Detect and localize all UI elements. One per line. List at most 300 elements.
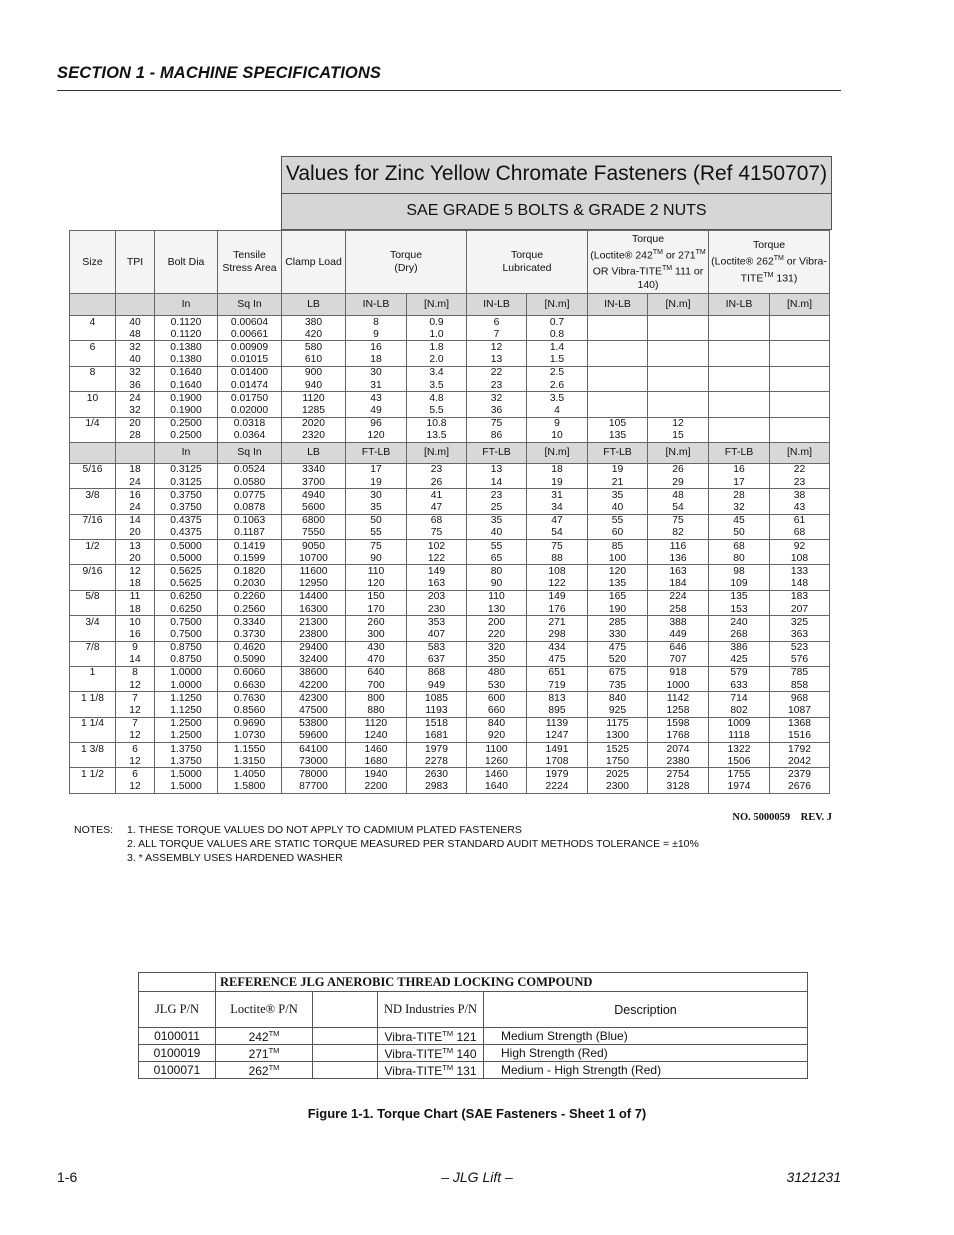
section-divider xyxy=(57,90,841,91)
unit-cell: LB xyxy=(282,294,346,316)
table-cell: 7550 xyxy=(282,527,346,540)
table-cell: 707 xyxy=(648,654,709,667)
table-cell: 23 xyxy=(770,476,830,489)
reference-row: 0100071 262™ Vibra-TITE™ 131 Medium - High Strength (Red) xyxy=(139,1062,808,1079)
table-cell: 30 xyxy=(346,489,407,502)
table-row xyxy=(70,590,830,603)
table-cell: 0.3340 xyxy=(218,616,282,629)
table-cell: 15 xyxy=(648,430,709,443)
table-cell: 1708 xyxy=(527,755,588,768)
table-cell: 380 xyxy=(282,316,346,329)
table-cell: 75 xyxy=(527,540,588,553)
table-cell: 75 xyxy=(407,527,467,540)
table-cell xyxy=(70,552,116,565)
table-cell: 1118 xyxy=(709,730,770,743)
table-cell: 10 xyxy=(527,430,588,443)
unit-cell xyxy=(70,294,116,316)
table-cell: 120 xyxy=(588,565,648,578)
table-cell: 135 xyxy=(709,590,770,603)
table-row xyxy=(70,552,830,565)
table-cell: 0.02000 xyxy=(218,404,282,417)
table-cell xyxy=(70,379,116,392)
unit-cell: Sq In xyxy=(218,294,282,316)
table-row xyxy=(70,501,830,514)
unit-cell: In xyxy=(155,294,218,316)
table-cell: 78000 xyxy=(282,768,346,781)
table-cell: 1285 xyxy=(282,404,346,417)
ref-col-jlg: JLG P/N xyxy=(139,992,216,1028)
footer-brand: – JLG Lift – xyxy=(441,1169,513,1185)
table-cell: 868 xyxy=(407,666,467,679)
table-cell xyxy=(70,679,116,692)
unit-cell: [N.m] xyxy=(770,442,830,463)
notes xyxy=(74,823,699,865)
table-cell: 36 xyxy=(467,404,527,417)
table-cell: 7 xyxy=(467,328,527,341)
table-cell: 651 xyxy=(527,666,588,679)
table-cell: 108 xyxy=(527,565,588,578)
table-cell: 0.0364 xyxy=(218,430,282,443)
table-cell: 0.00909 xyxy=(218,341,282,354)
table-cell xyxy=(70,354,116,367)
table-cell: 17 xyxy=(346,463,407,476)
table-cell: 1.4 xyxy=(527,341,588,354)
table-cell: 47 xyxy=(527,514,588,527)
table-cell: 2200 xyxy=(346,781,407,794)
table-cell: 0.7630 xyxy=(218,692,282,705)
table-cell: 1000 xyxy=(648,679,709,692)
table-cell: 1518 xyxy=(407,717,467,730)
table-cell: 610 xyxy=(282,354,346,367)
table-cell: 1.0000 xyxy=(155,679,218,692)
unit-cell: [N.m] xyxy=(648,442,709,463)
table-cell: 0.0580 xyxy=(218,476,282,489)
table-cell: 0.2030 xyxy=(218,578,282,591)
table-cell: 12 xyxy=(116,704,155,717)
table-cell: 38 xyxy=(770,489,830,502)
table-cell: 184 xyxy=(648,578,709,591)
table-cell: 475 xyxy=(527,654,588,667)
table-cell: 2379 xyxy=(770,768,830,781)
table-cell xyxy=(588,316,648,329)
table-cell: 23 xyxy=(467,489,527,502)
table-cell: 30 xyxy=(346,366,407,379)
table-cell xyxy=(709,366,770,379)
table-cell: 8 xyxy=(346,316,407,329)
table-row xyxy=(70,379,830,392)
table-cell: 29400 xyxy=(282,641,346,654)
table-cell: 719 xyxy=(527,679,588,692)
table-cell xyxy=(709,341,770,354)
table-cell: 149 xyxy=(527,590,588,603)
table-cell: 0.6060 xyxy=(218,666,282,679)
table-cell: 840 xyxy=(588,692,648,705)
table-cell: 300 xyxy=(346,628,407,641)
table-cell xyxy=(648,366,709,379)
table-cell: 11 xyxy=(116,590,155,603)
table-cell: 47500 xyxy=(282,704,346,717)
table-cell: 24 xyxy=(116,501,155,514)
table-cell xyxy=(770,379,830,392)
table-cell: 75 xyxy=(346,540,407,553)
table-cell: 14 xyxy=(467,476,527,489)
table-cell: 2.5 xyxy=(527,366,588,379)
table-cell: 0.3750 xyxy=(155,501,218,514)
table-cell: 449 xyxy=(648,628,709,641)
table-cell: 87700 xyxy=(282,781,346,794)
table-cell: 12950 xyxy=(282,578,346,591)
table-cell: 1 1/2 xyxy=(70,768,116,781)
table-cell: 3/8 xyxy=(70,489,116,502)
table-cell: 11600 xyxy=(282,565,346,578)
unit-cell: LB xyxy=(282,442,346,463)
unit-cell: Sq In xyxy=(218,442,282,463)
table-cell: 1.5000 xyxy=(155,768,218,781)
table-cell: 2983 xyxy=(407,781,467,794)
table-cell: 0.7500 xyxy=(155,616,218,629)
table-cell xyxy=(709,430,770,443)
table-cell: 646 xyxy=(648,641,709,654)
table-cell: 10 xyxy=(70,392,116,405)
table-cell xyxy=(709,354,770,367)
table-cell: 858 xyxy=(770,679,830,692)
table-cell: 55 xyxy=(346,527,407,540)
table-cell: 430 xyxy=(346,641,407,654)
table-cell: 2020 xyxy=(282,417,346,430)
table-cell: 190 xyxy=(588,603,648,616)
col-header-clamp: Clamp Load xyxy=(282,231,346,294)
table-cell: 1.0730 xyxy=(218,730,282,743)
table-cell: 133 xyxy=(770,565,830,578)
table-cell: 4940 xyxy=(282,489,346,502)
table-cell: 0.2500 xyxy=(155,430,218,443)
table-cell: 1974 xyxy=(709,781,770,794)
table-cell: 1087 xyxy=(770,704,830,717)
table-cell: 24 xyxy=(116,476,155,489)
table-cell: 1598 xyxy=(648,717,709,730)
ref-col-loctite: Loctite® P/N xyxy=(216,992,313,1028)
table-cell: 363 xyxy=(770,628,830,641)
table-cell: 1085 xyxy=(407,692,467,705)
table-cell: 7/16 xyxy=(70,514,116,527)
table-cell: 1120 xyxy=(346,717,407,730)
table-cell: 90 xyxy=(467,578,527,591)
col-header-torque-lubricated: Torque Lubricated xyxy=(467,231,588,294)
table-cell: 96 xyxy=(346,417,407,430)
table-cell: 120 xyxy=(346,430,407,443)
table-cell: 18 xyxy=(116,603,155,616)
table-cell: 31 xyxy=(346,379,407,392)
table-cell: 968 xyxy=(770,692,830,705)
table-cell xyxy=(709,392,770,405)
table-cell: 0.1419 xyxy=(218,540,282,553)
table-cell: 1.1550 xyxy=(218,743,282,756)
table-cell: 80 xyxy=(709,552,770,565)
table-row xyxy=(70,692,830,705)
table-cell: 14 xyxy=(116,654,155,667)
table-cell: 3128 xyxy=(648,781,709,794)
table-cell: 55 xyxy=(467,540,527,553)
table-cell: 3700 xyxy=(282,476,346,489)
table-cell: 5/16 xyxy=(70,463,116,476)
table-cell: 18 xyxy=(346,354,407,367)
table-cell: 32 xyxy=(116,404,155,417)
table-cell: 258 xyxy=(648,603,709,616)
table-cell: 25 xyxy=(467,501,527,514)
unit-cell: FT-LB xyxy=(467,442,527,463)
col-header-tensile: Tensile Stress Area xyxy=(218,231,282,294)
table-row xyxy=(70,628,830,641)
table-cell: 32 xyxy=(116,341,155,354)
table-cell: 580 xyxy=(282,341,346,354)
table-cell: 220 xyxy=(467,628,527,641)
table-cell: 120 xyxy=(346,578,407,591)
table-cell: 35 xyxy=(346,501,407,514)
table-row xyxy=(70,730,830,743)
table-cell: 1940 xyxy=(346,768,407,781)
chart-doc-number: NO. 5000059 REV. J xyxy=(732,812,832,823)
table-cell: 520 xyxy=(588,654,648,667)
table-cell: 1680 xyxy=(346,755,407,768)
table-cell: 5.5 xyxy=(407,404,467,417)
table-cell: 3.5 xyxy=(407,379,467,392)
table-cell xyxy=(70,628,116,641)
table-cell: 0.8750 xyxy=(155,654,218,667)
table-cell: 0.4620 xyxy=(218,641,282,654)
table-cell: 0.0775 xyxy=(218,489,282,502)
table-cell: 21 xyxy=(588,476,648,489)
table-cell: 26 xyxy=(648,463,709,476)
table-cell: 1506 xyxy=(709,755,770,768)
table-cell: 9 xyxy=(346,328,407,341)
table-cell: 40 xyxy=(116,316,155,329)
table-cell: 240 xyxy=(709,616,770,629)
table-cell xyxy=(70,781,116,794)
table-cell: 2320 xyxy=(282,430,346,443)
torque-chart-subtitle: SAE GRADE 5 BOLTS & GRADE 2 NUTS xyxy=(406,202,707,219)
table-cell xyxy=(70,476,116,489)
table-cell: 10 xyxy=(116,616,155,629)
unit-cell: [N.m] xyxy=(527,294,588,316)
table-cell: 1.0000 xyxy=(155,666,218,679)
table-cell xyxy=(588,392,648,405)
unit-cell: FT-LB xyxy=(588,442,648,463)
notes-label: NOTES: xyxy=(74,824,114,836)
table-cell: 260 xyxy=(346,616,407,629)
table-cell xyxy=(770,341,830,354)
section-title: SECTION 1 - MACHINE SPECIFICATIONS xyxy=(57,64,381,82)
table-cell: 153 xyxy=(709,603,770,616)
table-cell: 583 xyxy=(407,641,467,654)
table-cell: 1491 xyxy=(527,743,588,756)
table-row xyxy=(70,717,830,730)
table-cell: 1681 xyxy=(407,730,467,743)
table-cell: 2042 xyxy=(770,755,830,768)
reference-row: 0100019 271™ Vibra-TITE™ 140 High Strength (Red) xyxy=(139,1045,808,1062)
table-cell: 53800 xyxy=(282,717,346,730)
table-cell: 7 xyxy=(116,692,155,705)
table-cell: 16300 xyxy=(282,603,346,616)
col-header-torque-dry: Torque (Dry) xyxy=(346,231,467,294)
table-cell: 800 xyxy=(346,692,407,705)
table-cell: 0.3125 xyxy=(155,476,218,489)
table-cell: 224 xyxy=(648,590,709,603)
table-cell: 38600 xyxy=(282,666,346,679)
table-cell: 61 xyxy=(770,514,830,527)
table-cell: 200 xyxy=(467,616,527,629)
table-cell: 1.1250 xyxy=(155,704,218,717)
table-cell: 163 xyxy=(407,578,467,591)
table-cell: 149 xyxy=(407,565,467,578)
table-cell: 36 xyxy=(116,379,155,392)
table-row xyxy=(70,404,830,417)
table-cell: 0.5090 xyxy=(218,654,282,667)
table-cell: 176 xyxy=(527,603,588,616)
table-cell: 530 xyxy=(467,679,527,692)
table-cell: 92 xyxy=(770,540,830,553)
table-cell: 388 xyxy=(648,616,709,629)
table-cell: 0.01400 xyxy=(218,366,282,379)
table-cell: 29 xyxy=(648,476,709,489)
col-header-torque-loctite-242: Torque (Loctite® 242™ or 271™ OR Vibra-TITE™ 111 or 140) xyxy=(588,231,709,294)
table-cell: 18 xyxy=(527,463,588,476)
table-cell: 0.8750 xyxy=(155,641,218,654)
table-cell: 0.01015 xyxy=(218,354,282,367)
table-cell: 0.7500 xyxy=(155,628,218,641)
table-cell: 7 xyxy=(116,717,155,730)
table-row xyxy=(70,666,830,679)
table-cell: 3/4 xyxy=(70,616,116,629)
table-cell: 1.8 xyxy=(407,341,467,354)
table-cell: 183 xyxy=(770,590,830,603)
table-cell: 1120 xyxy=(282,392,346,405)
table-cell: 1 xyxy=(70,666,116,679)
table-cell: 163 xyxy=(648,565,709,578)
table-row xyxy=(70,540,830,553)
table-cell: 73000 xyxy=(282,755,346,768)
table-cell: 1175 xyxy=(588,717,648,730)
table-cell: 100 xyxy=(588,552,648,565)
table-cell: 135 xyxy=(588,430,648,443)
table-cell xyxy=(709,404,770,417)
table-cell: 7/8 xyxy=(70,641,116,654)
table-cell: 0.00661 xyxy=(218,328,282,341)
table-cell: 0.6630 xyxy=(218,679,282,692)
reference-caption: REFERENCE JLG ANEROBIC THREAD LOCKING COMPOUND xyxy=(216,973,808,992)
table-cell: 59600 xyxy=(282,730,346,743)
table-cell xyxy=(70,704,116,717)
table-cell: 420 xyxy=(282,328,346,341)
table-cell: 1.2500 xyxy=(155,717,218,730)
table-cell: 13 xyxy=(467,463,527,476)
table-cell: 1.3750 xyxy=(155,743,218,756)
table-cell: 1260 xyxy=(467,755,527,768)
table-row xyxy=(70,679,830,692)
table-cell: 0.1820 xyxy=(218,565,282,578)
table-cell: 0.4375 xyxy=(155,514,218,527)
table-row xyxy=(70,704,830,717)
table-cell: 19 xyxy=(588,463,648,476)
table-cell: 230 xyxy=(407,603,467,616)
reference-table xyxy=(138,972,808,1079)
figure-caption: Figure 1-1. Torque Chart (SAE Fasteners - Sheet 1 of 7) xyxy=(307,1106,647,1121)
table-cell: 1460 xyxy=(467,768,527,781)
table-cell xyxy=(770,354,830,367)
table-cell: 6 xyxy=(70,341,116,354)
table-cell: 170 xyxy=(346,603,407,616)
table-row xyxy=(70,768,830,781)
table-cell: 0.5000 xyxy=(155,552,218,565)
table-cell: 86 xyxy=(467,430,527,443)
table-cell xyxy=(709,328,770,341)
table-cell: 105 xyxy=(588,417,648,430)
table-cell xyxy=(70,730,116,743)
table-cell: 75 xyxy=(467,417,527,430)
table-cell xyxy=(70,578,116,591)
table-cell: 2224 xyxy=(527,781,588,794)
table-cell: 2074 xyxy=(648,743,709,756)
table-cell: 18 xyxy=(116,463,155,476)
table-cell: 64100 xyxy=(282,743,346,756)
table-cell: 136 xyxy=(648,552,709,565)
unit-cell: IN-LB xyxy=(346,294,407,316)
table-cell xyxy=(588,354,648,367)
table-cell xyxy=(770,392,830,405)
table-cell: 1139 xyxy=(527,717,588,730)
reference-header-row xyxy=(139,992,808,1028)
table-cell xyxy=(770,404,830,417)
table-cell: 20 xyxy=(116,527,155,540)
table-cell: 1/2 xyxy=(70,540,116,553)
table-row xyxy=(70,565,830,578)
table-cell: 0.01750 xyxy=(218,392,282,405)
table-cell: 353 xyxy=(407,616,467,629)
table-cell: 98 xyxy=(709,565,770,578)
table-cell: 28 xyxy=(116,430,155,443)
table-cell xyxy=(648,404,709,417)
table-cell: 2676 xyxy=(770,781,830,794)
table-cell: 2.6 xyxy=(527,379,588,392)
table-cell: 49 xyxy=(346,404,407,417)
table-cell: 23 xyxy=(467,379,527,392)
unit-cell: FT-LB xyxy=(346,442,407,463)
table-row xyxy=(70,430,830,443)
units-row xyxy=(70,294,830,316)
table-cell: 80 xyxy=(467,565,527,578)
table-cell: 640 xyxy=(346,666,407,679)
table-cell: 23 xyxy=(407,463,467,476)
table-cell: 3.5 xyxy=(527,392,588,405)
table-cell: 43 xyxy=(770,501,830,514)
torque-chart-title-box xyxy=(281,156,832,230)
table-cell: 0.0878 xyxy=(218,501,282,514)
ref-col-nd: ND Industries P/N xyxy=(378,992,484,1028)
table-cell: 6800 xyxy=(282,514,346,527)
table-row xyxy=(70,463,830,476)
table-cell: 1 3/8 xyxy=(70,743,116,756)
unit-cell: [N.m] xyxy=(770,294,830,316)
table-row xyxy=(70,654,830,667)
table-cell: 949 xyxy=(407,679,467,692)
unit-cell: [N.m] xyxy=(407,442,467,463)
table-cell: 0.5625 xyxy=(155,578,218,591)
table-cell: 32 xyxy=(116,366,155,379)
table-cell: 9050 xyxy=(282,540,346,553)
note-item: 1. THESE TORQUE VALUES DO NOT APPLY TO CADMIUM PLATED FASTENERS xyxy=(127,824,522,836)
table-cell: 1750 xyxy=(588,755,648,768)
table-cell: 35 xyxy=(467,514,527,527)
table-cell: 325 xyxy=(770,616,830,629)
